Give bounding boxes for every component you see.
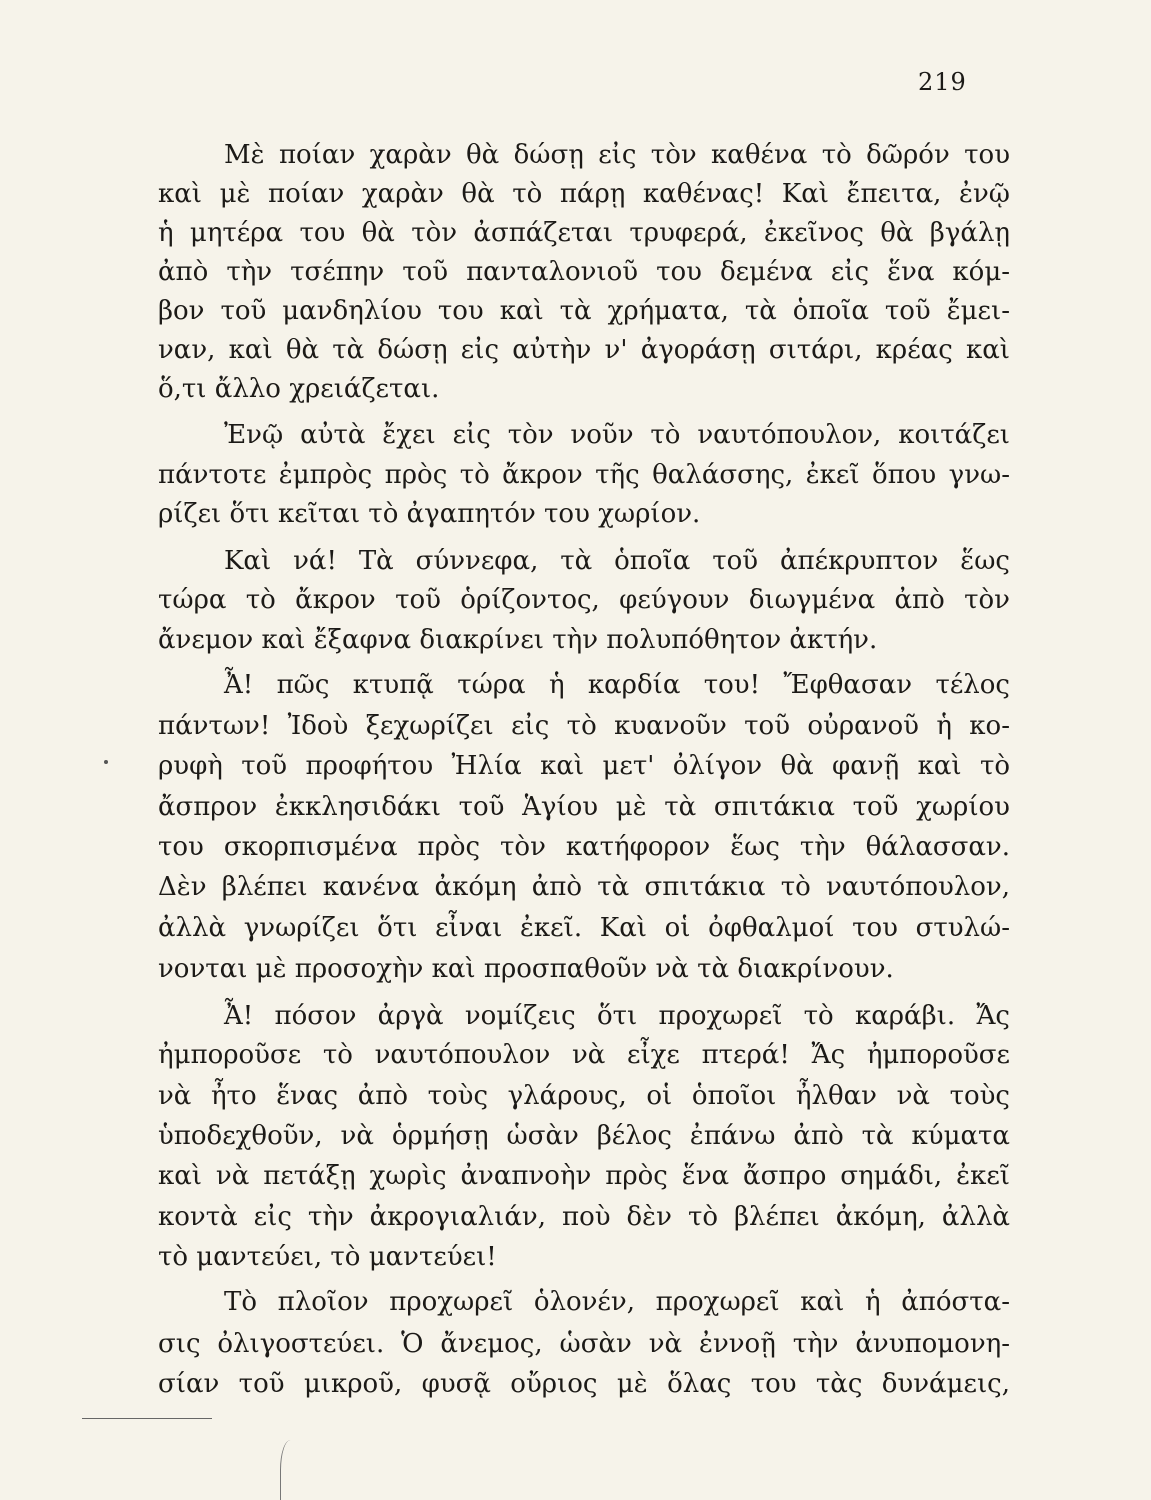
text-line-23: ἠμποροῦσε τὸ ναυτόπουλον νὰ εἶχε πτερά! Ἄς ἠμποροῦσε xyxy=(158,1040,1010,1070)
text-line-26: καὶ νὰ πετάξῃ χωρὶς ἀναπνοὴν πρὸς ἕνα ἄσπρο σημάδι, ἐκεῖ xyxy=(158,1161,1010,1191)
text-line-17: ἄσπρον ἐκκλησιδάκι τοῦ Ἁγίου μὲ τὰ σπιτάκια τοῦ χωρίου xyxy=(158,792,1010,822)
text-line-19: Δὲν βλέπει κανένα ἀκόμη ἀπὸ τὰ σπιτάκια τὸ ναυτόπουλον, xyxy=(158,872,1010,902)
text-line-21: νονται μὲ προσοχὴν καὶ προσπαθοῦν νὰ τὰ διακρίνουν. xyxy=(158,954,894,984)
text-line-16: ρυφὴ τοῦ προφήτου Ἠλία καὶ μετ' ὀλίγον θὰ φανῇ καὶ τὸ xyxy=(158,751,1010,781)
text-line-1: Μὲ ποίαν χαρὰν θὰ δώσῃ εἰς τὸν καθένα τὸ δῶρόν του xyxy=(224,140,1010,170)
text-line-4: ἀπὸ τὴν τσέπην τοῦ πανταλονιοῦ του δεμένα εἰς ἕνα κόμ- xyxy=(158,257,1010,287)
text-line-24: νὰ ἦτο ἕνας ἀπὸ τοὺς γλάρους, οἱ ὁποῖοι ἦλθαν νὰ τοὺς xyxy=(158,1081,1010,1111)
text-line-14: Ἆ! πῶς κτυπᾷ τώρα ἡ καρδία του! Ἔφθασαν τέλος xyxy=(224,670,1010,700)
ink-speck xyxy=(104,760,108,764)
text-line-18: του σκορπισμένα πρὸς τὸν κατήφορον ἕως τὴν θάλασσαν. xyxy=(158,832,1010,862)
text-line-9: πάντοτε ἐμπρὸς πρὸς τὸ ἄκρον τῆς θαλάσσης, ἐκεῖ ὅπου γνω- xyxy=(158,460,1010,490)
text-line-22: Ἆ! πόσον ἀργὰ νομίζεις ὅτι προχωρεῖ τὸ καράβι. Ἄς xyxy=(224,1001,1010,1031)
text-line-15: πάντων! Ἰδοὺ ξεχωρίζει εἰς τὸ κυανοῦν τοῦ οὐρανοῦ ἡ κο- xyxy=(158,711,1010,741)
text-line-6: ναν, καὶ θὰ τὰ δώσῃ εἰς αὐτὴν ν' ἀγοράσῃ σιτάρι, κρέας καὶ xyxy=(158,335,1010,365)
text-line-7: ὅ,τι ἄλλο χρειάζεται. xyxy=(158,374,440,404)
margin-rule-line xyxy=(82,1418,212,1419)
text-line-30: σις ὀλιγοστεύει. Ὁ ἄνεμος, ὡσὰν νὰ ἐννοῇ τὴν ἀνυπομονη- xyxy=(158,1329,1010,1359)
page-number: 219 xyxy=(918,68,967,96)
text-line-20: ἀλλὰ γνωρίζει ὅτι εἶναι ἐκεῖ. Καὶ οἱ ὀφθαλμοί του στυλώ- xyxy=(158,913,1010,943)
text-line-3: ἡ μητέρα του θὰ τὸν ἀσπάζεται τρυφερά, ἐκεῖνος θὰ βγάλῃ xyxy=(158,218,1010,248)
text-line-11: Καὶ νά! Τὰ σύννεφα, τὰ ὁποῖα τοῦ ἀπέκρυπτον ἕως xyxy=(224,546,1010,576)
text-line-31: σίαν τοῦ μικροῦ, φυσᾷ οὔριος μὲ ὅλας του τὰς δυνάμεις, xyxy=(158,1369,1010,1399)
text-line-28: τὸ μαντεύει, τὸ μαντεύει! xyxy=(158,1242,497,1272)
text-line-12: τώρα τὸ ἄκρον τοῦ ὁρίζοντος, φεύγουν διωγμένα ἀπὸ τὸν xyxy=(158,585,1010,615)
text-line-10: ρίζει ὅτι κεῖται τὸ ἀγαπητόν του χωρίον. xyxy=(158,499,701,529)
text-line-27: κοντὰ εἰς τὴν ἀκρογιαλιάν, ποὺ δὲν τὸ βλέπει ἀκόμη, ἀλλὰ xyxy=(158,1202,1010,1232)
text-line-29: Τὸ πλοῖον προχωρεῖ ὁλονέν, προχωρεῖ καὶ ἡ ἀπόστα- xyxy=(224,1287,1010,1317)
text-line-25: ὑποδεχθοῦν, νὰ ὁρμήσῃ ὡσὰν βέλος ἐπάνω ἀπὸ τὰ κύματα xyxy=(158,1121,1010,1151)
text-line-2: καὶ μὲ ποίαν χαρὰν θὰ τὸ πάρῃ καθένας! Καὶ ἔπειτα, ἐνῷ xyxy=(158,179,1010,209)
margin-curve-mark xyxy=(280,1440,301,1500)
text-line-13: ἄνεμον καὶ ἔξαφνα διακρίνει τὴν πολυπόθητον ἀκτήν. xyxy=(158,625,878,655)
text-line-8: Ἐνῷ αὐτὰ ἔχει εἰς τὸν νοῦν τὸ ναυτόπουλον, κοιτάζει xyxy=(224,420,1010,450)
text-line-5: βον τοῦ μανδηλίου του καὶ τὰ χρήματα, τὰ ὁποῖα τοῦ ἔμει- xyxy=(158,296,1010,326)
